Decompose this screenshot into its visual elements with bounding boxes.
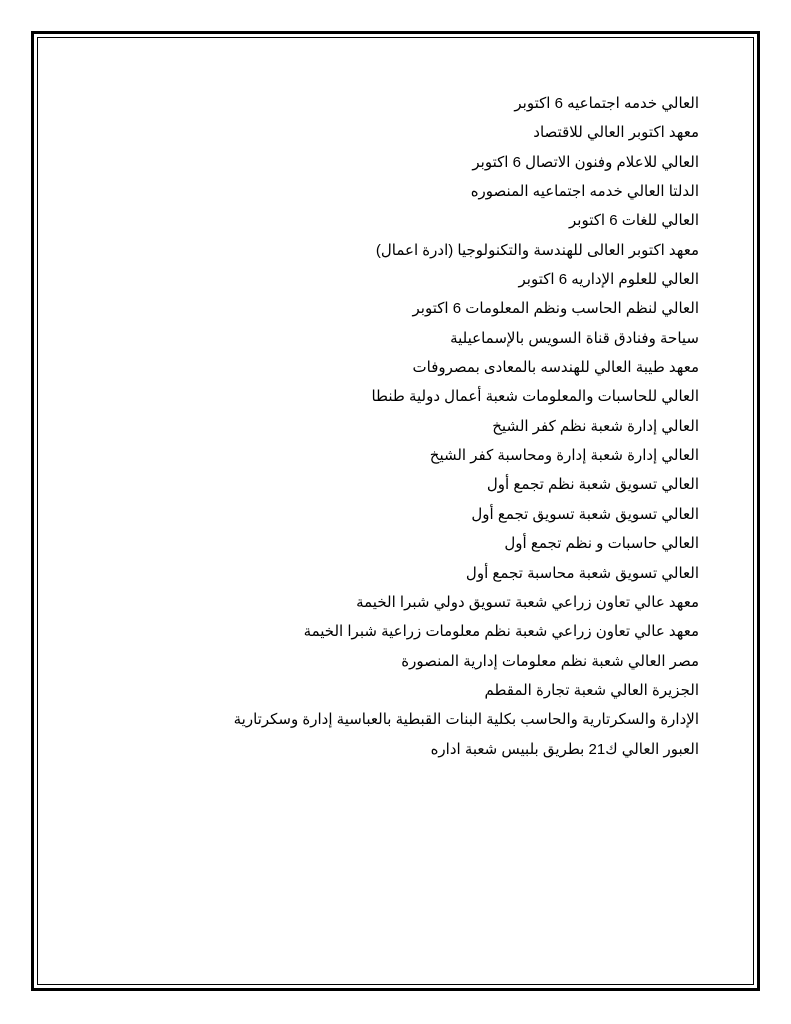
list-item: مصر العالي شعبة نظم معلومات إدارية المنصورة: [401, 652, 699, 670]
list-item: معهد اكتوبر العالي للاقتصاد: [533, 124, 699, 142]
list-item: معهد عالي تعاون زراعي شعبة نظم معلومات زراعية شبرا الخيمة: [303, 623, 699, 641]
list-item: الإدارة والسكرتارية والحاسب بكلية البنات القبطية بالعباسية إدارة وسكرتارية: [233, 711, 699, 729]
list-item: الجزيرة العالي شعبة تجارة المقطم: [484, 681, 699, 699]
list-item: سياحة وفنادق قناة السويس بالإسماعيلية: [450, 329, 699, 347]
list-item: العالي إدارة شعبة إدارة ومحاسبة كفر الشيخ: [429, 447, 699, 465]
list-item: العالي لنظم الحاسب ونظم المعلومات 6 اكتوبر: [412, 300, 699, 318]
list-item: العالي للغات 6 اكتوبر: [569, 212, 699, 230]
list-item: معهد عالي تعاون زراعي شعبة تسويق دولي شبرا الخيمة: [356, 593, 699, 611]
list-item: العالي خدمه اجتماعيه 6 اكتوبر: [514, 95, 699, 112]
list-item: العالي تسويق شعبة نظم تجمع أول: [486, 476, 699, 494]
list-item: العالي حاسبات و نظم تجمع أول: [504, 535, 699, 553]
list-item: العالي إدارة شعبة نظم كفر الشيخ: [492, 417, 699, 435]
list-item: الدلتا العالي خدمه اجتماعيه المنصوره: [470, 183, 699, 201]
list-item: العالي للحاسبات والمعلومات شعبة أعمال دولية طنطا: [371, 388, 699, 406]
list-item: العالي للعلوم الإداريه 6 اكتوبر: [518, 271, 699, 289]
institute-list: [234, 89, 699, 764]
list-item: العالي للاعلام وفنون الاتصال 6 اكتوبر: [472, 153, 699, 171]
list-item: معهد اكتوبر العالى للهندسة والتكنولوجيا (ادرة اعمال): [375, 241, 699, 259]
list-item: العبور العالي ك21 بطريق بلبيس شعبة اداره: [430, 740, 699, 758]
list-item: العالي تسويق شعبة محاسبة تجمع أول: [465, 564, 699, 582]
list-item: معهد طيبة العالي للهندسه بالمعادى بمصروفات: [412, 359, 699, 377]
list-item: العالي تسويق شعبة تسويق تجمع أول: [471, 505, 699, 523]
